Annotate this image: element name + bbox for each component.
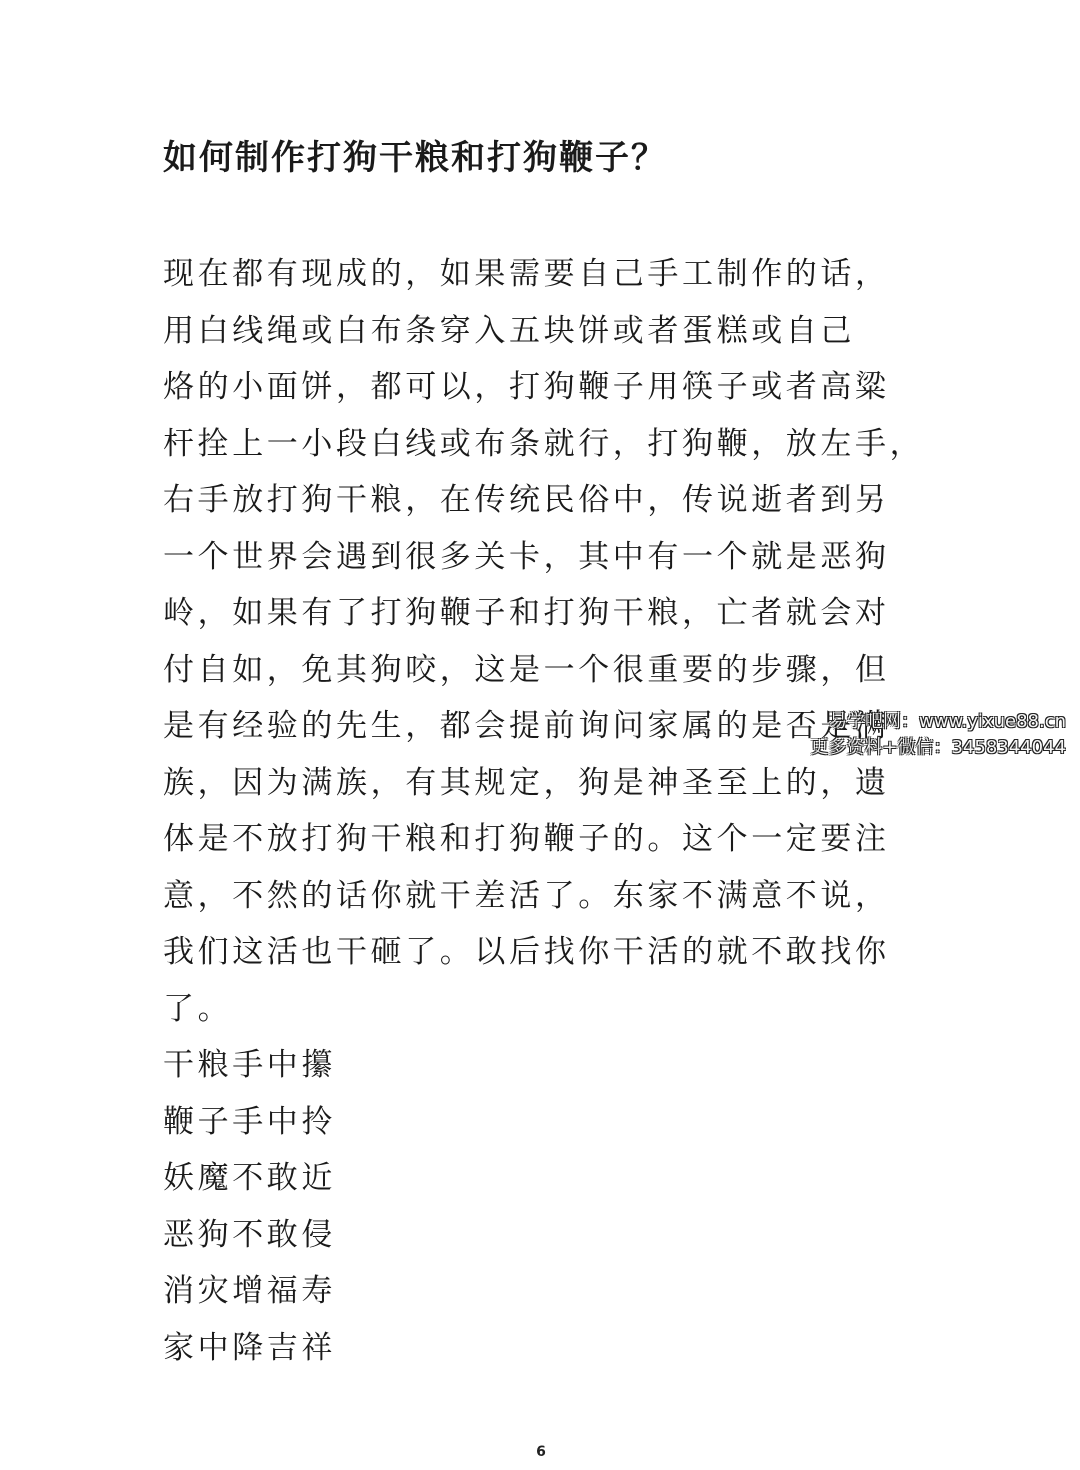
verse-line: 干粮手中攥 — [163, 1047, 336, 1083]
verse-line: 消灾增福寿 — [163, 1273, 336, 1309]
verse-line: 家中降吉祥 — [163, 1329, 336, 1366]
body-line: 现在都有现成的，如果需要自己手工制作的话， — [163, 256, 890, 292]
body-line: 付自如，免其狗咬，这是一个很重要的步骤，但 — [163, 651, 890, 688]
body-line: 一个世界会遇到很多关卡，其中有一个就是恶狗 — [163, 538, 890, 575]
watermark-contact: 更多资料+微信：3458344044 — [810, 737, 1066, 758]
body-line: 族，因为满族，有其规定，狗是神圣至上的，遗 — [163, 764, 890, 801]
body-line: 岭，如果有了打狗鞭子和打狗干粮，亡者就会对 — [163, 595, 890, 631]
verse-line: 妖魔不敢近 — [163, 1160, 336, 1196]
body-line: 体是不放打狗干粮和打狗鞭子的。这个一定要注 — [163, 821, 890, 857]
body-line: 右手放打狗干粮，在传统民俗中，传说逝者到另 — [163, 482, 890, 518]
body-line: 意，不然的话你就干差活了。东家不满意不说， — [163, 877, 890, 914]
verse-line: 鞭子手中拎 — [163, 1103, 336, 1140]
page-number: 6 — [536, 1444, 546, 1460]
document-title: 如何制作打狗干粮和打狗鞭子？ — [163, 138, 667, 178]
body-line: 了。 — [163, 990, 233, 1027]
document-body — [163, 246, 923, 1376]
watermark — [810, 709, 1066, 761]
body-line: 用白线绳或白布条穿入五块饼或者蛋糕或自己 — [163, 312, 855, 349]
watermark-site: 易学吧网：www.yixue88.cn — [829, 711, 1066, 732]
body-line: 是有经验的先生，都会提前询问家属的是否是满 — [163, 708, 890, 744]
body-line: 烙的小面饼，都可以，打狗鞭子用筷子或者高粱 — [163, 369, 890, 405]
verse-line: 恶狗不敢侵 — [163, 1216, 336, 1253]
body-line: 我们这活也干砸了。以后找你干活的就不敢找你 — [163, 934, 890, 970]
body-line: 杆拴上一小段白线或布条就行，打狗鞭，放左手， — [163, 425, 925, 462]
